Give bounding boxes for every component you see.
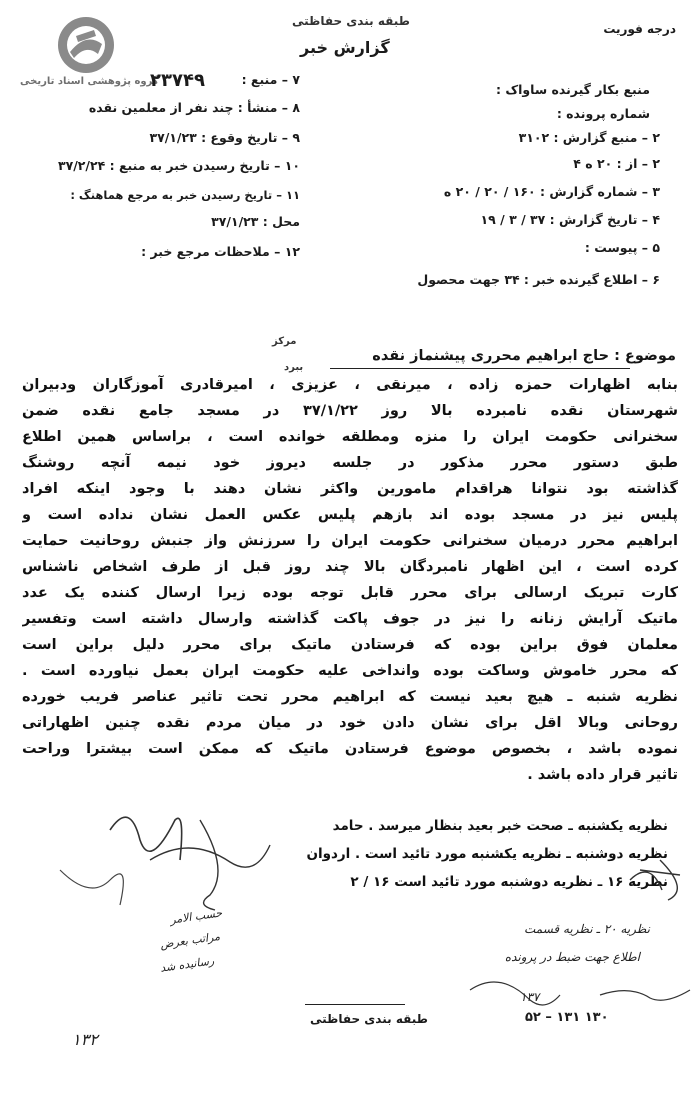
right-field-5: ۳ – شماره گزارش : ۱۶۰ / ۲۰ / ۲۰ ه: [443, 184, 660, 199]
degree-label: درجه فوریت: [603, 22, 676, 36]
footer-code: ۵۲ – ۱۳۱ ۱۳۰: [525, 1010, 609, 1025]
subject-note-mid: ببرد: [284, 362, 304, 373]
left-field-5: ۱۱ – تاریخ رسیدن خبر به مرجع هماهنگ :: [70, 188, 300, 202]
report-number: ۲۳۷۴۹: [150, 70, 205, 91]
handwritten-date-stamp: ۱۳۷: [520, 990, 540, 1004]
body-line-3: سخنرانی حکومت ایران را منزه ومطلقه خوانده است ، براساس همین اطلاع: [22, 429, 678, 445]
handwritten-line-2: اطلاع جهت ضبط در پرونده: [504, 950, 640, 964]
report-line-3: نظریه ۱۶ ـ نظریه دوشنبه مورد تائید است ۱۶ / ۲: [350, 874, 668, 890]
handwritten-left-3: رسانیده شد: [159, 954, 215, 975]
right-field-4: ۲ – از : ۲۰ ه ۴: [573, 156, 660, 171]
right-field-2: شماره پرونده :: [556, 106, 650, 121]
right-field-6: ۴ – تاریخ گزارش : ۳۷ / ۳ / ۱۹: [480, 212, 660, 227]
body-line-4: طبق دستور محرر مذکور در جلسه دیروز خود نیمه آنچه روشنگ: [22, 455, 678, 471]
body-line-11: معلمان فوق براین بوده که فرستادن ماتیک برای محرر دلیل براین است: [22, 637, 678, 653]
left-field-1: ۷ – منبع :: [241, 72, 300, 87]
report-title: گزارش خبر: [300, 38, 390, 57]
handwritten-left-2: مراتب بعرض: [159, 929, 221, 952]
classification-bottom: طبقه بندی حفاظتی: [310, 1012, 428, 1026]
body-line-9: کارت تبریک ارسالی برای محرر قابل توجه بوده زیرا ارسال کننده یک عدد: [22, 585, 678, 601]
footer-rule: [305, 1004, 405, 1005]
body-line-16: تاثیر قرار داده باشد .: [527, 767, 678, 783]
right-field-3: ۲ – منبع گزارش : ۳۱۰۲: [518, 130, 660, 145]
body-line-7: ابراهیم محرر درمیان سخنرانی حکومت ایران را سرزنش واز جنبش روحانیت حمایت: [22, 533, 678, 549]
left-field-7: ۱۲ – ملاحظات مرجع خبر :: [141, 244, 300, 259]
body-line-13: نظریه شنبه ـ هیچ بعید نیست که ابراهیم محرر تحت تاثیر عناصر فریب خورده: [22, 689, 678, 705]
body-line-10: ماتیک آرایش زنانه را نیز در جوف پاکت گذاشته وارسال داشته است وتفسیر: [22, 611, 678, 627]
body-line-5: گذاشته بود نتوانا هراقدام مامورین واکثر نشان دهند با وجود اینکه افراد: [22, 481, 678, 497]
report-line-1: نظریه یکشنبه ـ صحت خبر بعید بنظار میرسد . حامد: [332, 818, 668, 834]
handwritten-margin-number: ۱۳۲: [72, 1030, 98, 1049]
right-field-1: منبع بکار گیرنده ساواک :: [495, 82, 650, 97]
body-line-8: کرده است ، این اظهار نامبردگان بالا چند روز قبل از طرف اشخاص ناشناس: [22, 559, 678, 575]
watermark-text: گروه پژوهشی اسناد تاریخی: [20, 76, 159, 87]
handwritten-line-1: نظریه ۲۰ ـ نظریه قسمت: [524, 922, 650, 936]
body-line-15: نموده باشد ، بخصوص موضوع فرستادن ماتیک که ممکن است بیشترا وراحت: [22, 741, 678, 757]
body-line-14: روحانی وبالا اقل برای نشان دادن خود در میان مردم نقده چنین اظهاراتی: [22, 715, 678, 731]
left-field-4: ۱۰ – تاریخ رسیدن خبر به منبع : ۳۷/۲/۲۴: [57, 158, 300, 173]
report-line-2: نظریه دوشنبه ـ نظریه یکشنبه مورد تائید است . اردوان: [306, 846, 668, 862]
right-field-8: ۶ – اطلاع گیرنده خبر : ۳۴ جهت محصول: [417, 272, 660, 287]
subject-note-top: مرکز: [272, 336, 297, 347]
body-line-2: شهرستان نقده نامبرده بالا روز ۳۷/۱/۲۲ در مسجد جامع نقده ضمن: [22, 403, 678, 419]
handwritten-left-1: حسب الامر: [169, 906, 223, 927]
body-line-12: که محرر خاموش وساکت بوده وانداخی علیه حکومت ایران بعمل نیاورده است .: [22, 663, 678, 679]
left-field-2: ۸ – منشأ : چند نفر از معلمین نقده: [88, 100, 300, 115]
subject-line: موضوع : حاج ابراهیم محرری پیشنماز نقده: [372, 348, 676, 364]
body-line-6: پلیس نیز در مسجد بوده اند بازهم پلیس عکس العمل نشان نداده است و: [22, 507, 678, 523]
right-field-7: ۵ – پیوست :: [584, 240, 660, 255]
classification-top: طبقه بندی حفاظتی: [292, 14, 410, 28]
left-field-6: محل : ۳۷/۱/۲۳: [211, 214, 300, 229]
body-line-1: بنابه اظهارات حمزه زاده ، میرنقی ، عزیزی ، امیرقادری آموزگاران ودبیران: [22, 377, 678, 393]
left-field-3: ۹ – تاریخ وقوع : ۳۷/۱/۲۳: [149, 130, 300, 145]
